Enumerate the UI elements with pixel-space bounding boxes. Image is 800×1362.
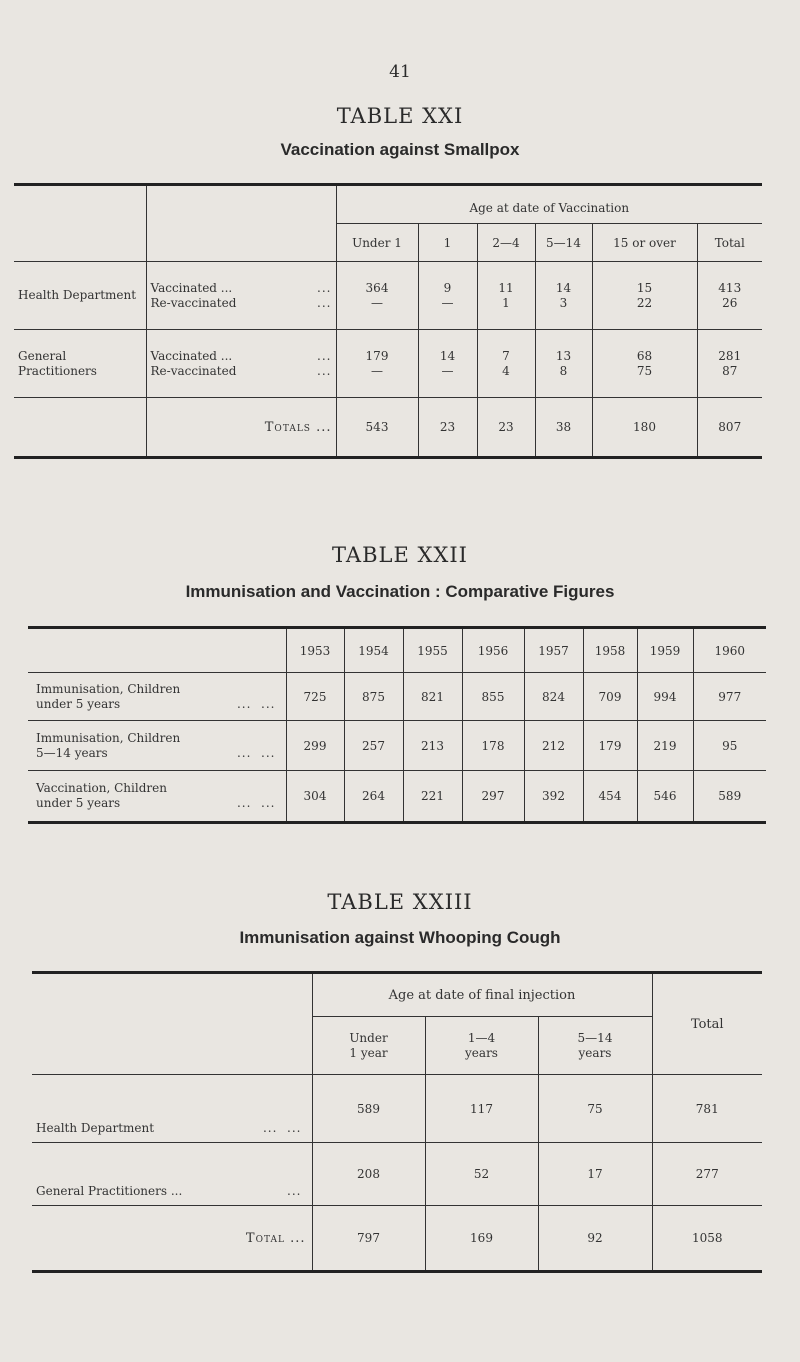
data-cell: 257 [344,721,403,771]
data-cell: 75 [538,1075,652,1143]
col-header: 2—4 [477,224,535,262]
data-cell: 392 [524,771,583,823]
year-header: 1960 [693,628,766,673]
table-22-subtitle: Immunisation and Vaccination : Comparative Figures [185,582,615,601]
row-label: Vaccinated ... [150,280,233,295]
row-label: General Practitioners ... ... [36,1184,302,1198]
row-label: Health Department ... ... [36,1121,302,1135]
data-cell: 821 [403,673,462,721]
data-cell: 709 [583,673,637,721]
year-header: 1957 [524,628,583,673]
row-label: Vaccination, Children under 5 years ... ... [36,781,276,810]
data-cell: 304 [286,771,344,823]
data-cell: 364 — [336,262,418,330]
data-cell: 208 [312,1143,425,1206]
data-cell: 9 — [418,262,477,330]
totals-label: Total ... [245,1230,306,1246]
total-cell: 169 [425,1206,538,1272]
year-header: 1959 [637,628,693,673]
year-header: 1953 [286,628,344,673]
col-header: 5—14 years [538,1017,652,1075]
data-cell: 589 [693,771,766,823]
data-cell: 213 [403,721,462,771]
data-cell: 95 [693,721,766,771]
col-header: 1 [418,224,477,262]
data-cell: 179 — [336,330,418,398]
data-cell: 13 8 [535,330,592,398]
age-group-header: Age at date of Vaccination [336,185,762,224]
year-header: 1956 [462,628,524,673]
row-labels: Vaccinated ... ... Re-vaccinated ... [146,330,336,398]
total-header: Total [652,973,762,1075]
col-header: 5—14 [535,224,592,262]
data-cell: 297 [462,771,524,823]
table-22-title: TABLE XXII [332,543,468,567]
total-cell: 23 [477,398,535,458]
data-cell: 11 1 [477,262,535,330]
row-label: Re-vaccinated [150,363,237,378]
data-cell: 413 26 [697,262,762,330]
data-cell: 281 87 [697,330,762,398]
data-cell: 52 [425,1143,538,1206]
table-23-title: TABLE XXIII [327,890,473,914]
row-label: Immunisation, Children under 5 years ... ... [36,681,276,711]
page-number: 41 [389,62,411,82]
data-cell: 277 [652,1143,762,1206]
data-cell: 219 [637,721,693,771]
group-label: General Practitioners [18,348,97,378]
data-cell: 994 [637,673,693,721]
data-cell: 855 [462,673,524,721]
row-labels: Vaccinated ... ... Re-vaccinated ... [146,262,336,330]
col-header: Total [697,224,762,262]
year-header: 1958 [583,628,637,673]
data-cell: 178 [462,721,524,771]
data-cell: 875 [344,673,403,721]
data-cell: 824 [524,673,583,721]
table-21-subtitle: Vaccination against Smallpox [280,140,520,159]
data-cell: 725 [286,673,344,721]
data-cell: 68 75 [592,330,697,398]
year-header: 1954 [344,628,403,673]
data-cell: 7 4 [477,330,535,398]
data-cell: 117 [425,1075,538,1143]
col-header: 1—4 years [425,1017,538,1075]
col-header: 15 or over [592,224,697,262]
data-cell: 179 [583,721,637,771]
row-label: Immunisation, Children 5—14 years ... ... [36,730,276,760]
data-cell: 212 [524,721,583,771]
smallpox-vaccination-table [14,183,762,459]
total-cell: 23 [418,398,477,458]
total-cell: 807 [697,398,762,458]
data-cell: 546 [637,771,693,823]
data-cell: 977 [693,673,766,721]
data-cell: 264 [344,771,403,823]
whooping-cough-table [32,971,762,1273]
group-label: Health Department [18,288,137,302]
totals-label: Totals ... [146,398,336,458]
data-cell: 589 [312,1075,425,1143]
data-cell: 17 [538,1143,652,1206]
data-cell: 781 [652,1075,762,1143]
table-21-title: TABLE XXI [336,104,464,128]
total-cell: 1058 [652,1206,762,1272]
table-23-subtitle: Immunisation against Whooping Cough [239,928,561,947]
row-label: Re-vaccinated [150,295,237,310]
age-group-header: Age at date of final injection [312,973,652,1017]
data-cell: 454 [583,771,637,823]
col-header: Under 1 year [312,1017,425,1075]
data-cell: 221 [403,771,462,823]
year-header: 1955 [403,628,462,673]
col-header: Under 1 [336,224,418,262]
total-cell: 797 [312,1206,425,1272]
comparative-figures-table [28,626,766,824]
total-cell: 543 [336,398,418,458]
data-cell: 14 3 [535,262,592,330]
data-cell: 14 — [418,330,477,398]
total-cell: 38 [535,398,592,458]
row-label: Vaccinated ... [150,348,233,363]
data-cell: 299 [286,721,344,771]
total-cell: 92 [538,1206,652,1272]
data-cell: 15 22 [592,262,697,330]
total-cell: 180 [592,398,697,458]
